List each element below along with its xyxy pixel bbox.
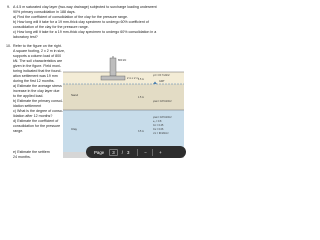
soil-profile-figure [63,56,184,160]
load-label: 800 kN [118,59,127,62]
problem-10-line: e) Estimate the settlem [13,150,50,154]
problem-10-line: c) What is the degree of conso- [13,109,63,113]
clay-prop: σ'c = 90 kN/m² [153,132,169,135]
sand-prop: γsat = 18.5 kN/m³ [153,100,172,103]
clay-prop: e₀ = 0.8 [153,120,162,123]
water-table-label: GWT [159,80,165,83]
toolbar-divider [137,149,138,156]
problem-9-line: A 4.5 m saturated clay layer (two-way drainage) subjected to surcharge loading underwent [13,5,157,9]
zoom-in-button[interactable] [156,150,164,155]
problem-10-line: consolidation for the pressure [13,124,61,128]
dimension-label: 3.5 m [138,130,144,133]
page-label: Page [94,149,105,155]
problem-10-line: during the first 12 months. [13,79,55,83]
problem-9-number: 9. [7,5,10,9]
column-shape [110,58,116,76]
problem-9-line: c) How long will it take for a 19 mm-thick clay specimen to undergo 60% consolidation in a [13,30,157,34]
problem-10-line: toring indicated that the found- [13,69,62,73]
problem-10-line: to the applied load. [13,94,44,98]
page-total: 3 [126,149,130,155]
dimension-label: 1.5 m [138,78,144,81]
toolbar-divider [152,149,153,156]
problem-10-line: A square footing, 2 x 2 m in size, [13,49,65,53]
problem-10-line: supports a column load of 800 [13,54,62,58]
problem-9-line: laboratory test? [13,35,38,39]
problem-10-line: 24 months. [13,155,31,159]
sand-prop: γd = 15.7 kN/m³ [153,74,170,77]
problem-9-line: b) How long will it take for a 19 mm-thick clay specimen to undergo 60% coefficient of [13,20,149,24]
sand-label: Sand [71,93,79,97]
sand-layer-saturated [63,84,184,110]
problem-10-line: d) Estimate the coefficient of [13,119,59,123]
page-separator: / [121,149,123,155]
zoom-in-icon: + [159,149,162,155]
problem-9-line: 90% primary consolidation in 188 days. [13,10,76,14]
footing-label: 2 m x 2 m [127,77,139,80]
problem-10-line: b) Estimate the primary consol- [13,99,63,103]
problem-10-line: idation settlement [13,104,42,108]
clay-label: Clay [71,127,78,131]
problem-10-number: 10. [6,44,11,48]
footing-shape [101,76,125,80]
page-number-field[interactable]: 3 [109,149,117,156]
problem-10-line: lidation after 12 months? [13,114,53,118]
problem-10-line: range. [13,129,24,133]
problem-10-line: a) Estimate the average stress [13,84,62,88]
problem-9-line: consolidation of the clay for the pressure range. [13,25,89,29]
zoom-out-icon: − [144,149,147,155]
problem-10-line: Refer to the figure on the right. [13,44,62,48]
clay-prop: Cs = 0.06 [153,128,164,131]
problem-10-line: given in the figure. Field moni- [13,64,62,68]
problem-9-line: a) Find the coefficient of consolidation of the clay for the pressure range. [13,15,128,19]
clay-prop: γsat = 18.5 kN/m³ [153,116,172,119]
dimension-label: 1.5 m [138,96,144,99]
problem-10-line: kN. The soil characteristics are [13,59,63,63]
clay-prop: Cc = 0.25 [153,124,164,127]
zoom-out-button[interactable] [141,150,149,155]
pdf-page-toolbar [86,146,186,158]
problem-10-line: increase in the clay layer due [13,89,60,93]
problem-10-line: ation settlement was 19 mm [13,74,58,78]
